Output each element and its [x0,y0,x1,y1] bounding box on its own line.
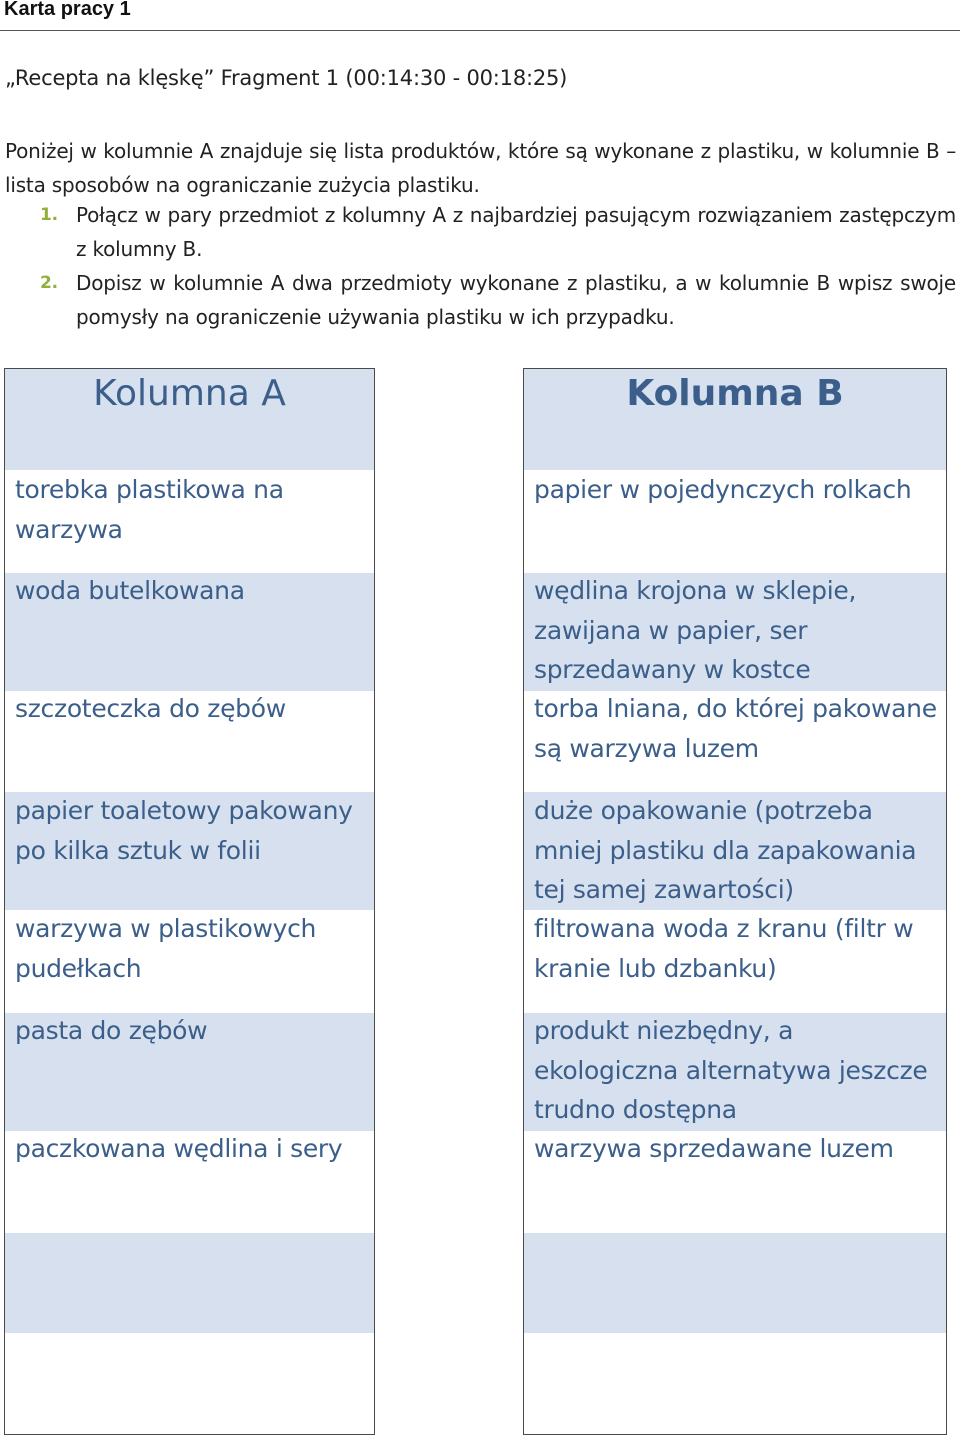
column-a-band [5,1233,374,1333]
column-b-item: duże opakowanie (potrzeba mniej plastiku dla zapakowania tej samej zawartości) [534,796,917,904]
column-b-band [524,1233,946,1333]
column-a-item: szczoteczka do zębów [15,694,286,723]
fragment-subtitle: „Recepta na klęskę” Fragment 1 (00:14:30 - 00:18:25) [5,66,568,90]
column-a-item: warzywa w plastikowych pudełkach [15,914,317,983]
column-b-item: warzywa sprzedawane luzem [534,1134,894,1163]
column-b-item: torba lniana, do której pakowane są warzywa luzem [534,694,937,763]
page-header [0,0,960,31]
column-a-item: papier toaletowy pakowany po kilka sztuk w folii [15,796,353,865]
intro-paragraph: Poniżej w kolumnie A znajduje się lista produktów, które są wykonane z plastiku, w kolumnie B – lista sposobów na ograniczanie zużycia plastiku. [5,139,956,197]
task-2-text: Dopisz w kolumnie A dwa przedmioty wykonane z plastiku, a w kolumnie B wpisz swoje pomysły na ograniczenie używania plastiku w ich przypadku. [76,271,956,329]
column-b-item: produkt niezbędny, a ekologiczna alternatywa jeszcze trudno dostępna [534,1016,928,1124]
column-b-title: Kolumna B [626,373,844,414]
column-a-item: pasta do zębów [15,1016,208,1045]
column-a-item: paczkowana wędlina i sery [15,1134,343,1163]
column-a-title: Kolumna A [93,373,286,414]
column-b-item: papier w pojedynczych rolkach [534,475,912,504]
column-a [4,368,375,1435]
column-b [523,368,947,1435]
column-b-item: wędlina krojona w sklepie, zawijana w papier, ser sprzedawany w kostce [534,576,857,684]
column-b-item: filtrowana woda z kranu (filtr w kranie lub dzbanku) [534,914,914,983]
task-2-number: 2. [40,273,58,293]
column-a-item: torebka plastikowa na warzywa [15,475,284,544]
task-1-text: Połącz w pary przedmiot z kolumny A z najbardziej pasującym rozwiązaniem zastępczym z kolumny B. [76,203,956,261]
task-1-number: 1. [40,205,58,225]
worksheet-title: Karta pracy 1 [4,0,131,20]
column-a-item: woda butelkowana [15,576,245,605]
